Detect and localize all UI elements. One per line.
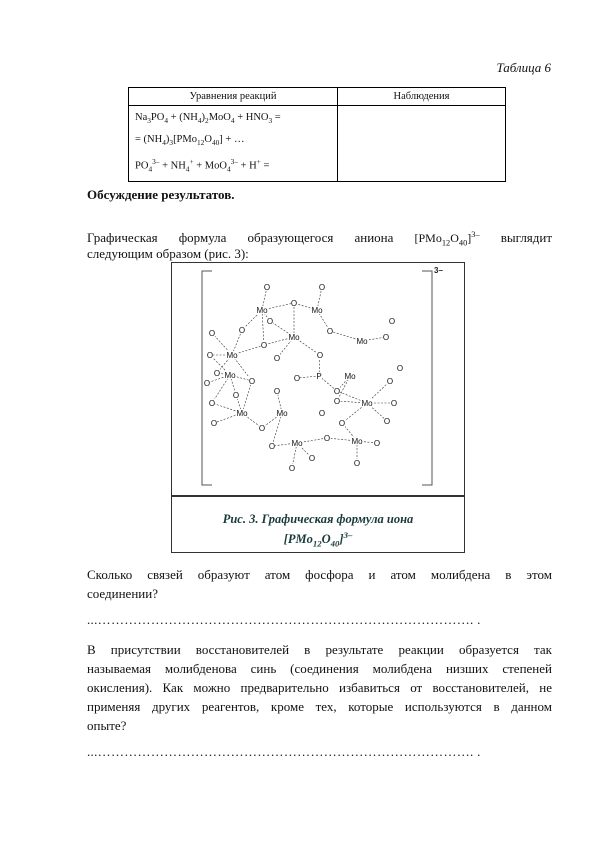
section-heading: Обсуждение результатов.	[87, 187, 235, 202]
oxygen-atom: O	[308, 454, 316, 463]
bond-line	[262, 310, 264, 345]
paragraph-molybdenum-blue-line1: В присутствии восстановителей в результате реакции образуется так	[87, 642, 552, 657]
phosphorus-atom: P	[316, 372, 322, 381]
equation-line-3: $PO_4^{3-} + NH_4^+ + MoO_4^{3-} + H^+$ =	[135, 157, 270, 174]
figure-caption: Рис. 3. Графическая формула иона $[PMo_{12}O_{40}]^{3-}$	[222, 512, 414, 549]
equation-line-1: $Na_3PO_4 + (NH_4)_2MoO_4 + HNO_3$ =	[135, 112, 281, 126]
oxygen-atom: O	[248, 377, 256, 386]
oxygen-atom: O	[266, 317, 274, 326]
molybdenum-atom: Mo	[236, 409, 248, 418]
structure-diagram-area	[172, 263, 464, 497]
molybdenum-atom: Mo	[288, 333, 300, 342]
paragraph-anion-intro-line2: следующим образом (рис. 3):	[87, 246, 249, 261]
molybdenum-atom: Mo	[291, 439, 303, 448]
oxygen-atom: O	[318, 409, 326, 418]
oxygen-atom: O	[318, 283, 326, 292]
oxygen-atom: O	[268, 442, 276, 451]
molybdenum-atom: Mo	[276, 409, 288, 418]
molybdenum-atom: Mo	[356, 337, 368, 346]
structural-formula-diagram	[172, 263, 464, 495]
oxygen-atom: O	[382, 333, 390, 342]
figure-structure	[171, 262, 465, 553]
oxygen-atom: O	[290, 299, 298, 308]
oxygen-atom: O	[333, 397, 341, 406]
oxygen-atom: O	[213, 369, 221, 378]
oxygen-atom: O	[208, 399, 216, 408]
molybdenum-atom: Mo	[311, 306, 323, 315]
paragraph-anion-intro: Графическая формула образующегося аниона $[PMo_{12}O_{40}]^{3-}$ выглядит	[87, 230, 553, 248]
oxygen-atom: O	[316, 351, 324, 360]
oxygen-atom: O	[273, 387, 281, 396]
oxygen-atom: O	[373, 439, 381, 448]
oxygen-atom: O	[206, 351, 214, 360]
oxygen-atom: O	[203, 379, 211, 388]
oxygen-atom: O	[210, 419, 218, 428]
oxygen-atom: O	[338, 419, 346, 428]
oxygen-atom: O	[273, 354, 281, 363]
molybdenum-atom: Mo	[361, 399, 373, 408]
oxygen-atom: O	[383, 417, 391, 426]
question-bonds-line1: Сколько связей образуют атом фосфора и атом молибдена в этом	[87, 567, 552, 582]
oxygen-atom: O	[232, 391, 240, 400]
oxygen-atom: O	[353, 459, 361, 468]
oxygen-atom: O	[208, 329, 216, 338]
anion-formula: $[PMo_{12}O_{40}]^{3-}$	[414, 230, 480, 248]
oxygen-atom: O	[396, 364, 404, 373]
molybdenum-atom: Mo	[226, 351, 238, 360]
observations-cell[interactable]	[338, 106, 506, 182]
oxygen-atom: O	[390, 399, 398, 408]
answer-line-2[interactable]: ...…………………………………………………………………………. .	[87, 744, 481, 759]
answer-line-1[interactable]: ...…………………………………………………………………………. .	[87, 612, 481, 627]
molybdenum-atom: Mo	[256, 306, 268, 315]
equations-cell	[129, 106, 338, 182]
oxygen-atom: O	[293, 374, 301, 383]
question-bonds-line2: соединении?	[87, 586, 158, 601]
oxygen-atom: O	[386, 377, 394, 386]
table-caption: Таблица 6	[496, 60, 551, 75]
oxygen-atom: O	[326, 327, 334, 336]
equation-line-2: = $(NH_4)_3[PMo_{12}O_{40}]$ + …	[135, 134, 245, 148]
oxygen-atom: O	[238, 326, 246, 335]
oxygen-atom: O	[263, 283, 271, 292]
charge-label: 3–	[434, 266, 443, 275]
paragraph-molybdenum-blue-line4: применяя других реагентов, кроме тех, которые используются в данном	[87, 699, 552, 714]
oxygen-atom: O	[260, 341, 268, 350]
molybdenum-atom: Mo	[351, 437, 363, 446]
paragraph-molybdenum-blue-line5: опыте?	[87, 718, 127, 733]
column-header-observations: Наблюдения	[338, 88, 506, 106]
oxygen-atom: O	[323, 434, 331, 443]
paragraph-molybdenum-blue-line2: называемая молибденова синь (соединения молибдена низших степеней	[87, 661, 552, 676]
oxygen-atom: O	[288, 464, 296, 473]
oxygen-atom: O	[258, 424, 266, 433]
oxygen-atom: O	[388, 317, 396, 326]
paragraph-molybdenum-blue-line3: окисления). Как можно предварительно избавиться от восстановителей, не	[87, 680, 552, 695]
molybdenum-atom: Mo	[224, 371, 236, 380]
molybdenum-atom: Mo	[344, 372, 356, 381]
column-header-equations: Уравнения реакций	[129, 88, 338, 106]
oxygen-atom: O	[333, 387, 341, 396]
reactions-table	[128, 87, 506, 182]
